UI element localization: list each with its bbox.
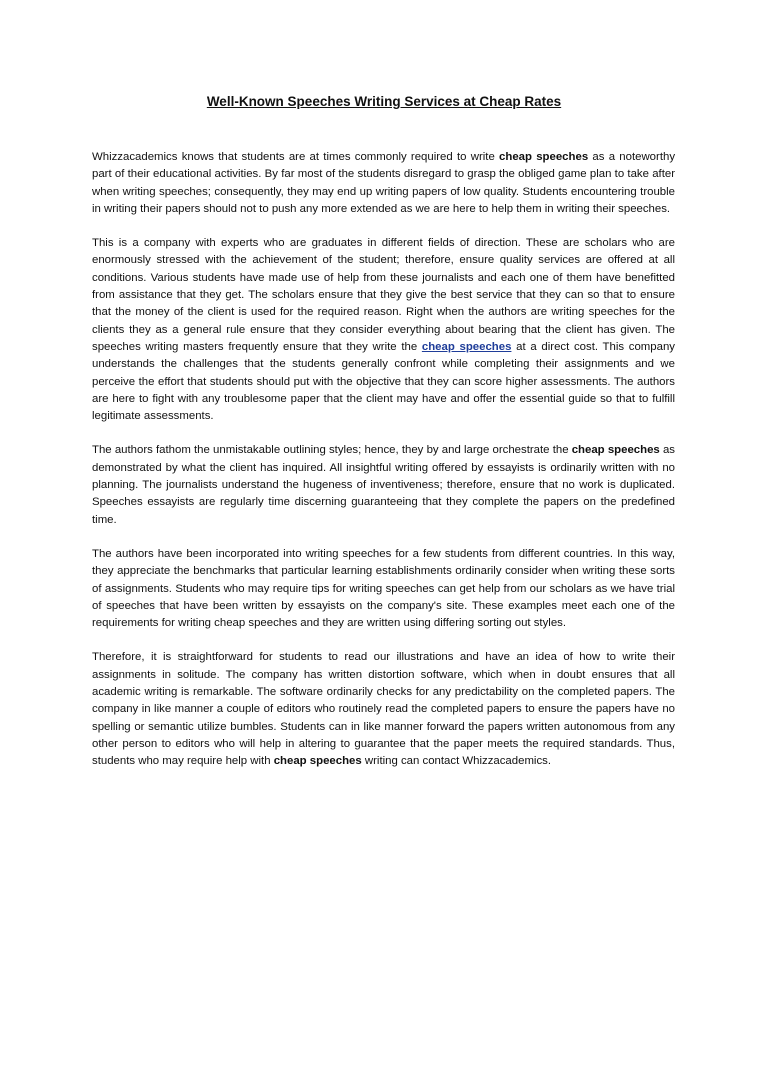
paragraph-text: Therefore, it is straightforward for students to read our illustrations and have an idea of how to write their assignments in solitude. The company has written distortion software, which when in doubt ensures that all academic writing is remarkable. The software ordinarily checks for any predictability on the completed papers. The company in like manner a couple of editors who routinely read the completed papers to ensure the papers have no spelling or semantic utilize bumbles. Students can in like manner forward the papers written autonomous from any other person to editors who will help in altering to guarantee that the paper meets the required standards. Thus, students who may require help with (92, 651, 675, 768)
paragraph-text: as a noteworthy part of their educational activities. By far most of the students disregard to grasp the obliged game plan to take after when writing speeches; consequently, they may end up writing papers of low quality. Students encountering trouble in writing their papers should not to push any more extended as we are here to help them in writing their speeches. (92, 151, 676, 215)
paragraph-3 (92, 442, 675, 528)
paragraph-text: as demonstrated by what the client has inquired. All insightful writing offered by essayists is ordinarily written with no planning. The journalists understand the hugeness of inventiveness; therefore, ensure that no work is duplicated. Speeches essayists are regularly time discerning guaranteeing that they complete the papers on the predefined time. (92, 444, 675, 526)
document-title: Well-Known Speeches Writing Services at Cheap Rates (206, 94, 562, 109)
paragraph-text: at a direct cost. This company understands the challenges that the students generally confront while completing their assignments and we perceive the effort that students should put with the objective that they can score higher assessments. The authors are here to fight with any troublesome paper that the client may have and offer the essential guide so that to fulfill legitimate assessments. (92, 340, 675, 423)
paragraph-2 (92, 235, 675, 425)
paragraph-1 (92, 149, 675, 218)
paragraph-text: writing can contact Whizzacademics. (361, 755, 552, 768)
document-body (92, 149, 675, 788)
paragraph-4 (92, 546, 675, 632)
keyword-cheap-speeches: cheap speeches (273, 755, 362, 768)
paragraph-5 (92, 649, 675, 770)
paragraph-text: The authors fathom the unmistakable outlining styles; hence, they by and large orchestrate the (92, 444, 572, 457)
paragraph-text: The authors have been incorporated into writing speeches for a few students from different countries. In this way, they appreciate the benchmarks that particular learning establishments ordinarily consider when writing these sorts of assignments. Students who may require tips for writing speeches can get help from our scholars as we have trial of speeches that have been written by essayists on the company's site. These examples meet each one of the requirements for writing cheap speeches and they are written using differing sorting out styles. (92, 547, 675, 630)
cheap-speeches-link[interactable]: cheap speeches (421, 340, 512, 353)
paragraph-text: Whizzacademics knows that students are at times commonly required to write (92, 151, 500, 163)
keyword-cheap-speeches: cheap speeches (499, 151, 589, 163)
paragraph-text: This is a company with experts who are graduates in different fields of direction. These are scholars who are enormously stressed with the achievement of the student; therefore, ensure quality services are offered at all conditions. Various students have made use of help from these journalists and each one of them have benefitted from assistance that they get. The scholars ensure that they give the best service that they can so that to ensure that the money of the client is used for the required reason. Right when the authors are writing speeches for the clients they as a general rule ensure that they consider everything about bearing that the client has given. The speeches writing masters frequently ensure that they write the (92, 237, 675, 353)
keyword-cheap-speeches: cheap speeches (571, 444, 660, 457)
